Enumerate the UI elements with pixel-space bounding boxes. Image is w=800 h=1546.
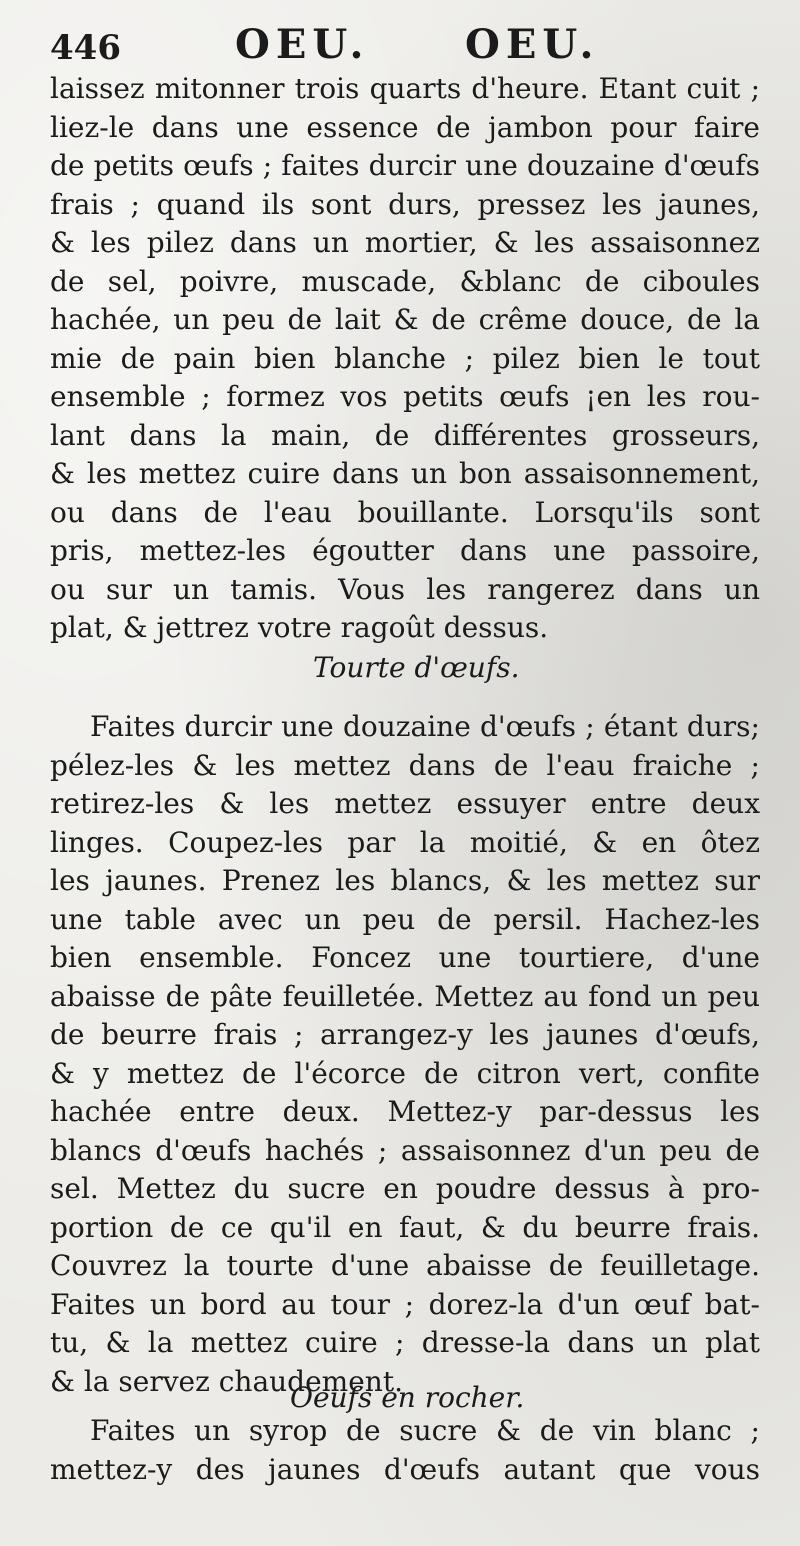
- text-line: frais ; quand ils sont durs, pressez les jaunes,: [50, 187, 760, 221]
- text-line: Couvrez la tourte d'une abaisse de feuilletage.: [50, 1249, 760, 1282]
- text-line: les jaunes. Prenez les blancs, & les mettez sur: [50, 864, 760, 897]
- text-line: laissez mitonner trois quarts d'heure. Etant cuit ;: [50, 72, 760, 105]
- text-line: hachée entre deux. Mettez-y par-dessus les: [50, 1095, 760, 1128]
- page-number: 446: [50, 28, 121, 68]
- text-line: mie de pain bien blanche ; pilez bien le tout: [50, 341, 760, 375]
- text-line: pris, mettez-les égoutter dans une passoire,: [50, 534, 760, 567]
- text-line: lant dans la main, de différentes grosseurs,: [50, 418, 760, 452]
- paragraph-rocher: [50, 1412, 760, 1489]
- text-line: Faites un bord au tour ; dorez-la d'un œuf bat-: [50, 1287, 760, 1321]
- text-line: abaisse de pâte feuilletée. Mettez au fond un peu: [50, 979, 760, 1013]
- running-head-left: OEU.: [235, 21, 370, 68]
- text-line: & les pilez dans un mortier, & les assaisonnez: [50, 226, 760, 259]
- text-line: & y mettez de l'écorce de citron vert, confite: [50, 1056, 760, 1090]
- text-line: linges. Coupez-les par la moitié, & en ôtez: [50, 825, 760, 859]
- running-head-right: OEU.: [465, 21, 600, 68]
- text-line: hachée, un peu de lait & de crême douce, de la: [50, 303, 760, 336]
- section-title-rocher: Oeufs en rocher.: [290, 1381, 525, 1414]
- text-line: ensemble ; formez vos petits œufs ¡en les rou-: [50, 380, 760, 413]
- text-line: de petits œufs ; faites durcir une douzaine d'œufs: [50, 149, 760, 182]
- text-line: ou dans de l'eau bouillante. Lorsqu'ils sont: [50, 495, 760, 529]
- text-line: ou sur un tamis. Vous les rangerez dans un: [50, 572, 760, 606]
- text-line: une table avec un peu de persil. Hachez-les: [50, 902, 760, 936]
- text-line: mettez-y des jaunes d'œufs autant que vous: [50, 1452, 760, 1486]
- text-line: de beurre frais ; arrangez-y les jaunes d'œufs,: [50, 1018, 760, 1051]
- text-line: de sel, poivre, muscade, &blanc de ciboules: [50, 264, 760, 298]
- text-line: & la servez chaudement.: [50, 1364, 403, 1398]
- text-line: & les mettez cuire dans un bon assaisonnement,: [50, 457, 760, 490]
- text-line: pélez-les & les mettez dans de l'eau fraiche ;: [50, 748, 760, 782]
- text-line: sel. Mettez du sucre en poudre dessus à pro-: [50, 1172, 760, 1205]
- section-title-tourte: Tourte d'œufs.: [313, 651, 520, 684]
- paragraph-continued: [50, 70, 760, 648]
- text-line: bien ensemble. Foncez une tourtiere, d'une: [50, 941, 760, 974]
- text-line: plat, & jettrez votre ragoût dessus.: [50, 611, 549, 644]
- text-line: Faites durcir une douzaine d'œufs ; étant durs;: [90, 710, 760, 743]
- text-line: blancs d'œufs hachés ; assaisonnez d'un peu de: [50, 1133, 760, 1167]
- page-header: [50, 22, 770, 68]
- text-line: retirez-les & les mettez essuyer entre deux: [50, 787, 760, 820]
- paragraph-tourte: [50, 708, 760, 1401]
- text-line: liez-le dans une essence de jambon pour faire: [50, 110, 760, 144]
- text-line: Faites un syrop de sucre & de vin blanc ;: [90, 1414, 760, 1447]
- text-line: portion de ce qu'il en faut, & du beurre frais.: [50, 1210, 760, 1244]
- text-line: tu, & la mettez cuire ; dresse-la dans un plat: [50, 1326, 760, 1359]
